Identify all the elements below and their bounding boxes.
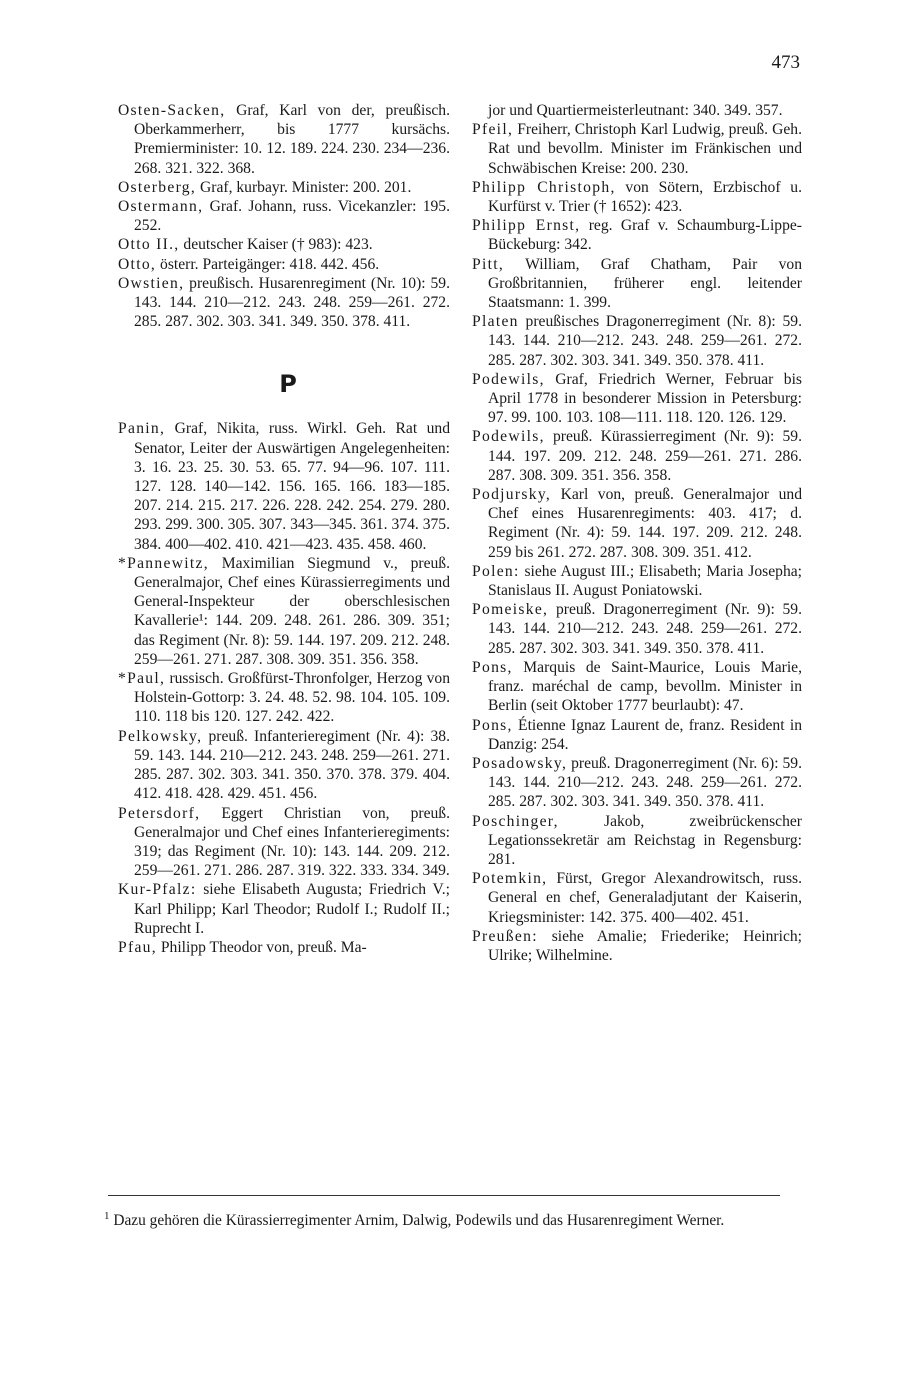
entry-text: Graf, Friedrich Werner, Februar bis April 1778 in besonderer Mission in Petersburg: 97. 99. 100. 103. 108—111. 118. 120. 126. 129. bbox=[488, 370, 802, 427]
page-number: 473 bbox=[771, 52, 800, 73]
entry-text: preuß. Infanterieregiment (Nr. 4): 38. 59. 143. 144. 210—212. 243. 248. 259—261. 271. 285. 287. 302. 303. 341. 350. 370. 378. 379. 404. 412. 418. 428. 429. 451. 456. bbox=[134, 727, 450, 803]
entry-list bbox=[118, 419, 450, 957]
entry-text: siehe August III.; Elisabeth; Maria Josepha; Stanislaus II. August Poniatowski. bbox=[488, 562, 802, 600]
entry-text: Graf, Karl von der, preußisch. Oberkammerherr, bis 1777 kursächs. Premierminister: 10. 12. 189. 224. 230. 234—236. 268. 321. 322. 368. bbox=[134, 102, 450, 177]
entry-text: deutscher Kaiser († 983): 423. bbox=[179, 236, 373, 254]
index-entry bbox=[472, 312, 802, 370]
index-entry bbox=[472, 600, 802, 658]
index-entry bbox=[118, 554, 450, 669]
entry-headword: Pitt, bbox=[472, 255, 505, 273]
entry-headword: *Paul, bbox=[118, 670, 166, 688]
entry-text: reg. Graf v. Schaumburg-Lippe-Bückeburg: 342. bbox=[488, 217, 802, 254]
entry-headword: Pfeil, bbox=[472, 121, 514, 139]
entry-headword: Panin, bbox=[118, 420, 166, 438]
column-divider bbox=[462, 103, 463, 1188]
entry-headword: Podewils, bbox=[472, 370, 545, 388]
entry-text: von Sötern, Erzbischof u. Kurfürst v. Trier († 1652): 423. bbox=[488, 178, 802, 216]
entry-headword: Philipp Christoph, bbox=[472, 178, 616, 196]
entry-text: Jakob, zweibrückenscher Legationssekretär am Reichstag in Regensburg: 281. bbox=[488, 812, 802, 868]
entry-headword: Petersdorf, bbox=[118, 804, 201, 822]
entry-text: preußisches Dragonerregiment (Nr. 8): 59. 143. 144. 210—212. 243. 248. 259—261. 272. 285. 287. 302. 303. 341. 349. 350. 378. 411. bbox=[488, 313, 802, 369]
entry-headword: Podjursky, bbox=[472, 486, 552, 504]
entry-headword: Philipp Ernst, bbox=[472, 217, 581, 235]
entry-text: Fürst, Gregor Alexandrowitsch, russ. General en chef, Generaladjutant der Kaiserin, Kriegsminister: 142. 375. 400—402. 451. bbox=[488, 870, 802, 926]
entry-headword: Owstien, bbox=[118, 274, 185, 292]
entry-text: William, Graf Chatham, Pair von Großbritannien, früherer engl. leitender Staatsmann: 1. 399. bbox=[488, 255, 802, 312]
index-entry bbox=[118, 274, 450, 332]
entry-text: Étienne Ignaz Laurent de, franz. Resident in Danzig: 254. bbox=[488, 716, 802, 753]
index-entry bbox=[472, 716, 802, 754]
entry-text: Marquis de Saint-Maurice, Louis Marie, franz. maréchal de camp, bevollm. Minister in Berlin (seit Oktober 1777 beurlaubt): 47. bbox=[488, 658, 802, 715]
index-entry bbox=[118, 178, 450, 197]
index-column-left bbox=[118, 101, 450, 957]
entry-text: preußisch. Husarenregiment (Nr. 10): 59. 143. 144. 210—212. 243. 248. 259—261. 272. 285. 287. 302. 303. 341. 349. 350. 378. 411. bbox=[134, 274, 450, 331]
entry-text: österr. Parteigänger: 418. 442. 456. bbox=[156, 255, 380, 273]
entry-headword: Pons, bbox=[472, 716, 513, 734]
entry-text: preuß. Dragonerregiment (Nr. 6): 59. 143. 144. 210—212. 243. 248. 259—261. 272. 285. 287. 302. 303. 341. 349. 350. 378. 411. bbox=[488, 754, 802, 811]
entry-text: Maximilian Siegmund v., preuß. Generalmajor, Chef eines Kürassierregiments und General-Inspekteur der oberschlesischen Kavallerie¹: 144. 209. 248. 261. 286. 309. 351; das Regiment (Nr. 8): 59. 144. 197. 209. 212. 248. 259—261. 271. 287. 308. 309. 351. 356. 358. bbox=[134, 554, 450, 668]
footnote-rule bbox=[108, 1195, 780, 1196]
index-entry bbox=[472, 120, 802, 178]
index-entry bbox=[472, 869, 802, 927]
entry-text: russisch. Großfürst-Thronfolger, Herzog von Holstein-Gottorp: 3. 24. 48. 52. 98. 104. 105. 109. 110. 118 bis 120. 127. 242. 422. bbox=[134, 670, 450, 726]
entry-text: Philipp Theodor von, preuß. Ma- bbox=[156, 938, 367, 956]
entry-headword: Otto, bbox=[118, 255, 157, 273]
index-entry bbox=[472, 658, 802, 716]
entry-headword: Podewils, bbox=[472, 428, 545, 446]
index-entry bbox=[472, 178, 802, 216]
entry-text: Graf, Nikita, russ. Wirkl. Geh. Rat und Senator, Leiter der Auswärtigen Angelegenheiten: 3. 16. 23. 25. 30. 53. 65. 77. 94—96. 107. 111. 127. 128. 140—142. 156. 165. 166. 183—185. 207. 214. 215. 217. 226. 228. 242. 254. 279. 280. 293. 299. 300. 305. 307. 343—345. 361. 374. 375. 384. 400—402. 410. 421—423. 435. 458. 460. bbox=[134, 420, 450, 553]
entry-list bbox=[472, 101, 802, 965]
entry-text: preuß. Dragonerregiment (Nr. 9): 59. 143. 144. 210—212. 243. 248. 259—261. 272. 285. 287. 302. 303. 341. 349. 350. 378. 411. bbox=[488, 601, 802, 657]
index-entry bbox=[118, 197, 450, 235]
entry-headword: Polen: bbox=[472, 562, 520, 580]
index-entry bbox=[472, 485, 802, 562]
entry-headword: Potemkin, bbox=[472, 870, 548, 888]
entry-headword: Posadowsky, bbox=[472, 754, 568, 772]
index-entry bbox=[472, 754, 802, 812]
entry-text: Karl von, preuß. Generalmajor und Chef eines Husarenregiments: 403. 417; d. Regiment (Nr. 4): 59. 144. 197. 209. 212. 248. 259 bis 261. 272. 287. 308. 309. 351. 412. bbox=[488, 486, 802, 561]
entry-headword: Otto II., bbox=[118, 236, 180, 254]
entry-text: jor und Quartiermeisterleutnant: 340. 349. 357. bbox=[488, 102, 783, 119]
entry-headword: Pomeiske, bbox=[472, 601, 549, 619]
entry-text: preuß. Kürassierregiment (Nr. 9): 59. 144. 197. 209. 212. 248. 259—261. 271. 286. 287. 308. 309. 351. 356. 358. bbox=[488, 428, 802, 484]
entry-list bbox=[118, 101, 450, 331]
entry-headword: Osten-Sacken, bbox=[118, 102, 226, 119]
entry-headword: Ostermann, bbox=[118, 198, 204, 216]
index-column-right bbox=[472, 101, 802, 965]
index-entry bbox=[118, 804, 450, 881]
index-entry bbox=[118, 419, 450, 553]
index-entry bbox=[472, 216, 802, 254]
index-entry bbox=[118, 880, 450, 938]
entry-headword: Pons, bbox=[472, 658, 513, 676]
entry-text: Freiherr, Christoph Karl Ludwig, preuß. Geh. Rat und bevollm. Minister im Fränkischen und Schwäbischen Kreise: 200. 230. bbox=[488, 121, 802, 177]
entry-headword: Platen bbox=[472, 313, 519, 331]
entry-headword: Osterberg, bbox=[118, 178, 197, 196]
index-entry bbox=[118, 727, 450, 804]
index-entry bbox=[472, 812, 802, 870]
index-entry bbox=[472, 562, 802, 600]
entry-text: siehe Elisabeth Augusta; Friedrich V.; Karl Philipp; Karl Theodor; Rudolf I.; Rudolf II.; Ruprecht I. bbox=[134, 881, 450, 937]
index-entry bbox=[472, 101, 802, 120]
entry-headword: *Pannewitz, bbox=[118, 554, 209, 572]
index-entry bbox=[118, 669, 450, 727]
index-entry bbox=[118, 235, 450, 254]
entry-text: siehe Amalie; Friederike; Heinrich; Ulrike; Wilhelmine. bbox=[488, 927, 802, 964]
footnote bbox=[104, 1206, 784, 1231]
index-entry bbox=[118, 255, 450, 274]
index-entry bbox=[472, 370, 802, 428]
entry-headword: Pfau, bbox=[118, 938, 157, 956]
index-entry bbox=[472, 255, 802, 313]
index-entry bbox=[118, 938, 450, 957]
letter-heading: P bbox=[279, 370, 297, 399]
entry-headword: Kur-Pfalz: bbox=[118, 881, 197, 899]
entry-headword: Pelkowsky, bbox=[118, 727, 203, 745]
index-entry bbox=[472, 927, 802, 965]
entry-headword: Poschinger, bbox=[472, 812, 559, 830]
entry-text: Graf. Johann, russ. Vicekanzler: 195. 252. bbox=[134, 198, 450, 235]
index-entry bbox=[472, 427, 802, 485]
footnote-text: Dazu gehören die Kürassierregimenter Arnim, Dalwig, Podewils und das Husarenregiment Werner. bbox=[109, 1212, 725, 1230]
footnote-marker: 1 bbox=[104, 1210, 110, 1222]
index-entry bbox=[118, 101, 450, 178]
entry-headword: Preußen: bbox=[472, 927, 538, 945]
entry-text: Graf, kurbayr. Minister: 200. 201. bbox=[196, 178, 412, 196]
entry-text: Eggert Christian von, preuß. Generalmajor und Chef eines Infanterieregiments: 319; das Regiment (Nr. 10): 143. 144. 209. 212. 259—261. 271. 286. 287. 319. 322. 333. 334. 349. bbox=[134, 804, 450, 880]
